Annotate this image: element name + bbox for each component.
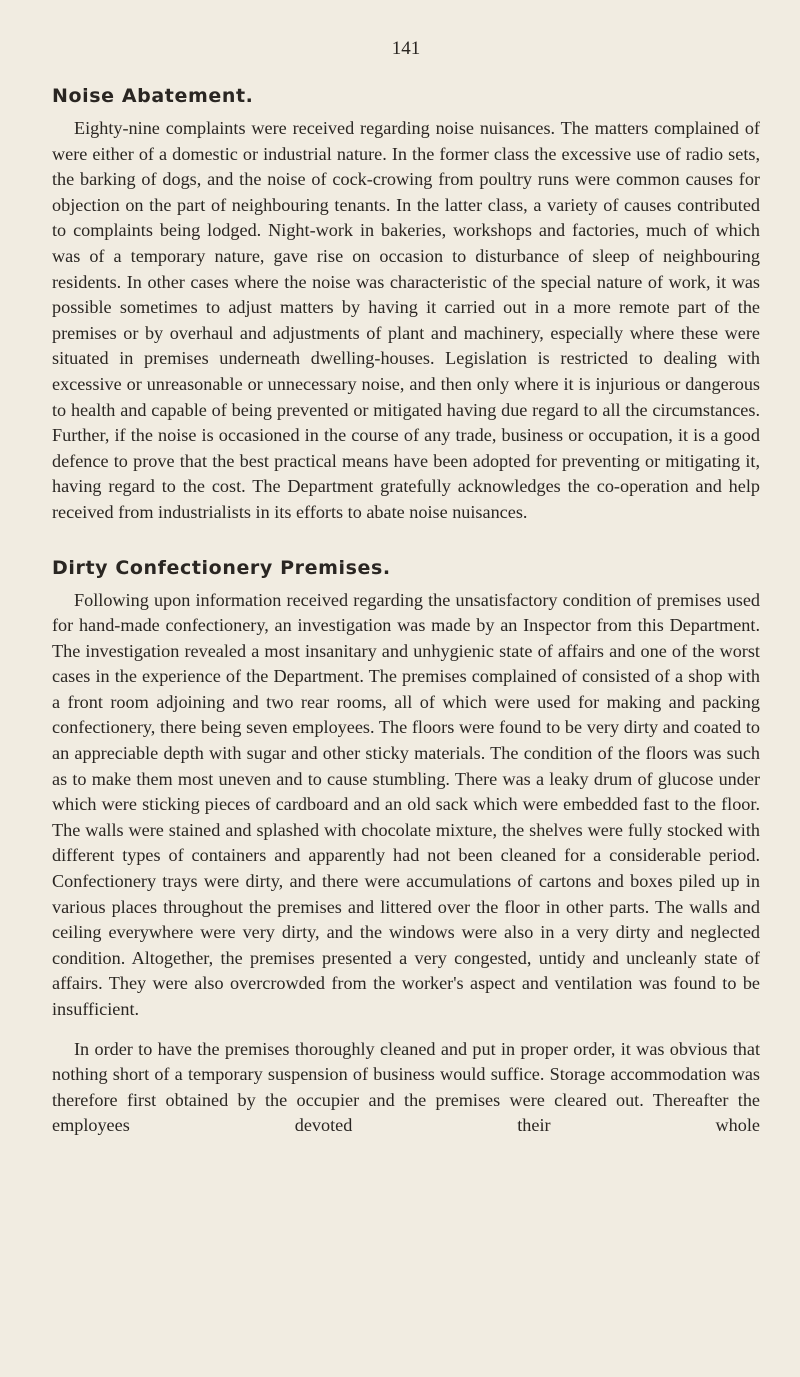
paragraph-noise-abatement: Eighty-nine complaints were received regarding noise nuisances. The matters complained of were either of a domestic or industrial nature. In the former class the excessive use of radio sets, the barking of dogs, and the noise of cock-crowing from poultry runs were common causes for objection on the part of neighbouring tenants. In the latter class, a variety of causes contributed to complaints being lodged. Night-work in bakeries, workshops and factories, much of which was of a temporary nature, gave rise on occasion to disturbance of sleep of neighbouring residents. In other cases where the noise was characteristic of the special nature of work, it was possible sometimes to adjust matters by having it carried out in a more remote part of the premises or by overhaul and adjustments of plant and machinery, especially where these were situated in premises underneath dwelling-houses. Legislation is restricted to dealing with excessive or unreasonable or unnecessary noise, and then only where it is injurious or dangerous to health and capable of being prevented or mitigated having due regard to all the circumstances. Further, if the noise is occasioned in the course of any trade, business or occupation, it is a good defence to prove that the best practical means have been adopted for preventing or mitigating it, having regard to the cost. The Department gratefully acknowledges the co-operation and help received from industrialists in its efforts to abate noise nuisances. xyxy=(52,118,760,522)
paragraph-dirty-confectionery-2: In order to have the premises thoroughly cleaned and put in proper order, it was obvious that nothing short of a temporary suspension of business would suffice. Storage accommodation was therefore first obtained by the occupier and the premises were cleared out. Thereafter the employees devoted their whole xyxy=(52,1038,760,1136)
section-heading-noise-abatement: Noise Abatement. xyxy=(52,85,254,107)
section-heading-dirty-confectionery: Dirty Confectionery Premises. xyxy=(52,556,391,579)
page-number: 141 xyxy=(391,38,421,59)
paragraph-dirty-confectionery-1: Following upon information received regarding the unsatisfactory condition of premises used for hand-made confectionery, an investigation was made by an Inspector from this Department. The investigation revealed a most insanitary and unhygienic state of affairs and one of the worst cases in the experience of the Department. The premises complained of consisted of a shop with a front room adjoining and two rear rooms, all of which were used for making and packing confectionery, there being seven employees. The floors were found to be very dirty and coated to an appreciable depth with sugar and other sticky materials. The condition of the floors was such as to make them most uneven and to cause stumbling. There was a leaky drum of glucose under which were sticking pieces of cardboard and an old sack which were embedded fast to the floor. The walls were stained and splashed with chocolate mixture, the shelves were fully stocked with different types of containers and apparently had not been cleaned for a considerable period. Confectionery trays were dirty, and there were accumulations of cartons and boxes piled up in various places throughout the premises and littered over the floor in other parts. The walls and ceiling everywhere were very dirty, and the windows were also in a very dirty and neglected condition. Altogether, the premises presented a very congested, untidy and uncleanly state of affairs. They were also overcrowded from the worker's aspect and ventilation was found to be insufficient. xyxy=(52,589,760,1019)
